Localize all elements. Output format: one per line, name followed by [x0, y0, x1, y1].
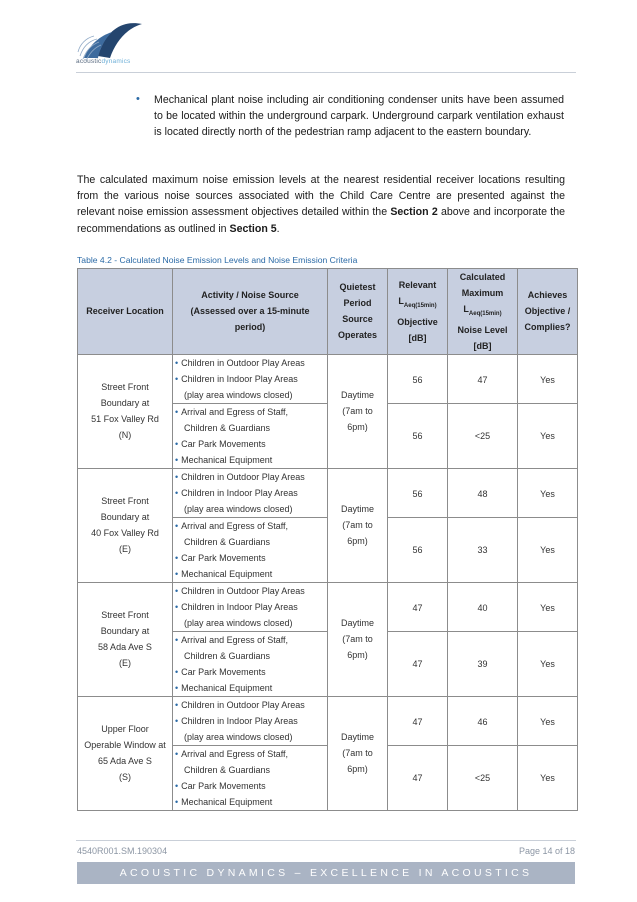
activity-item: [175, 355, 327, 371]
value-ok: Yes: [518, 696, 578, 745]
header-relevant-objective: Relevant $L_{Aeq(15min)}$ Objective [dB]: [388, 269, 448, 355]
cell-line: Daytime: [340, 504, 374, 515]
activity-cell: [173, 696, 328, 745]
value-obj: 56: [388, 468, 448, 517]
activity-label: Mechanical Equipment: [181, 454, 273, 465]
footer-divider: [76, 840, 576, 841]
value-calc: 39: [448, 631, 518, 696]
activity-item: [175, 632, 327, 648]
cell-line: Boundary at: [100, 512, 150, 523]
activity-item: [175, 518, 327, 534]
activity-label: Children in Indoor Play Areas: [181, 715, 298, 726]
bullet-icon: •: [175, 666, 179, 677]
activity-item: [175, 436, 327, 452]
bullet-icon: •: [175, 568, 179, 579]
section-5-ref: Section 5: [229, 222, 277, 235]
bullet-icon: •: [175, 357, 179, 368]
activity-label: Mechanical Equipment: [181, 796, 273, 807]
activity-item: [175, 664, 327, 680]
cell-line: (7am to: [342, 748, 373, 759]
bullet-icon: •: [175, 780, 179, 791]
activity-cell: [173, 354, 328, 403]
bullet-text: Mechanical plant noise including air conditioning condenser units have been assumed to be located within the underground carpark. Underground carpark ventilation exhaust is located directly north of the pedestrian ramp adjacent to the eastern boundary.: [154, 94, 564, 138]
receiver-location: [78, 354, 173, 468]
table-caption: Table 4.2 - Calculated Noise Emission Levels and Noise Emission Criteria: [77, 255, 358, 265]
receiver-location: [78, 696, 173, 810]
cell-line: Boundary at: [100, 398, 150, 409]
cell-line: 6pm): [347, 422, 368, 433]
activity-cell: [173, 468, 328, 517]
activity-item: [175, 713, 327, 729]
activity-label: Children & Guardians: [184, 764, 271, 775]
receiver-location: [78, 468, 173, 582]
activity-cell: [173, 517, 328, 582]
quietest-period: [328, 354, 388, 468]
value-obj: 47: [388, 696, 448, 745]
bullet-icon: •: [175, 699, 179, 710]
bullet-icon: •: [175, 438, 179, 449]
page-number: Page 14 of 18: [518, 846, 575, 856]
value-obj: 47: [388, 582, 448, 631]
cell-line: Daytime: [340, 732, 374, 743]
activity-cell: [173, 745, 328, 810]
value-obj: 56: [388, 354, 448, 403]
bullet-icon: •: [175, 471, 179, 482]
cell-line: 40 Fox Valley Rd: [91, 528, 159, 539]
section-2-ref: Section 2: [390, 206, 438, 219]
cell-line: Daytime: [340, 390, 374, 401]
value-obj: 47: [388, 745, 448, 810]
logo-wordmark: acousticdynamics: [76, 58, 131, 65]
cell-line: Upper Floor: [101, 724, 149, 735]
activity-label: Children & Guardians: [184, 536, 271, 547]
activity-item: [175, 566, 327, 582]
header-calculated-level: Calculated Maximum $L_{Aeq(15min)}$ Noise Level [dB]: [448, 269, 518, 355]
activity-label: Children in Outdoor Play Areas: [181, 699, 305, 710]
value-calc: 47: [448, 354, 518, 403]
activity-item: [175, 794, 327, 810]
table-header-row: [78, 269, 578, 355]
value-obj: 56: [388, 517, 448, 582]
value-calc: 48: [448, 468, 518, 517]
activity-label: Car Park Movements: [181, 438, 266, 449]
bullet-icon: •: [175, 796, 179, 807]
activity-label: (play area windows closed): [184, 731, 293, 742]
activity-label: Car Park Movements: [181, 780, 266, 791]
activity-label: Children in Indoor Play Areas: [181, 373, 298, 384]
activity-label: Children & Guardians: [184, 650, 271, 661]
activity-item: [175, 599, 327, 615]
cell-line: 6pm): [347, 536, 368, 547]
cell-line: Street Front: [101, 610, 149, 621]
value-calc: <25: [448, 403, 518, 468]
cell-line: 58 Ada Ave S: [98, 642, 152, 653]
cell-line: (7am to: [342, 406, 373, 417]
bullet-item: [130, 92, 564, 140]
cell-line: (E): [119, 544, 131, 555]
activity-label: (play area windows closed): [184, 617, 293, 628]
activity-label: Car Park Movements: [181, 666, 266, 677]
document-reference: 4540R001.SM.190304: [77, 846, 168, 856]
value-obj: 56: [388, 403, 448, 468]
activity-item: [175, 583, 327, 599]
value-ok: Yes: [518, 745, 578, 810]
activity-item: [175, 680, 327, 696]
bullet-icon: •: [175, 601, 179, 612]
table-row: [78, 354, 578, 403]
cell-line: Operable Window at: [84, 740, 166, 751]
bullet-icon: •: [175, 487, 179, 498]
quietest-period: [328, 696, 388, 810]
activity-cell: [173, 582, 328, 631]
bullet-icon: •: [175, 682, 179, 693]
activity-label: Arrival and Egress of Staff,: [181, 406, 289, 417]
bullet-icon: •: [175, 373, 179, 384]
table-row: [78, 582, 578, 631]
activity-item: [175, 485, 327, 501]
bullet-icon: •: [175, 748, 179, 759]
bullet-icon: •: [175, 634, 179, 645]
cell-line: 65 Ada Ave S: [98, 756, 152, 767]
activity-label: Mechanical Equipment: [181, 568, 273, 579]
bullet-icon: •: [136, 93, 140, 105]
activity-label: Children in Outdoor Play Areas: [181, 471, 305, 482]
value-ok: Yes: [518, 631, 578, 696]
activity-cell: [173, 631, 328, 696]
value-ok: Yes: [518, 468, 578, 517]
header-quietest-period: Quietest Period Source Operates: [328, 269, 388, 355]
activity-item: [175, 469, 327, 485]
activity-label: Children in Outdoor Play Areas: [181, 585, 305, 596]
cell-line: Street Front: [101, 496, 149, 507]
activity-label: Children in Outdoor Play Areas: [181, 357, 305, 368]
cell-line: (N): [118, 430, 132, 441]
value-obj: 47: [388, 631, 448, 696]
activity-label: Children in Indoor Play Areas: [181, 487, 298, 498]
activity-label: Car Park Movements: [181, 552, 266, 563]
header-achieves: Achieves Objective / Complies?: [518, 269, 578, 355]
activity-label: Mechanical Equipment: [181, 682, 273, 693]
table-row: [78, 468, 578, 517]
cell-line: (S): [119, 772, 131, 783]
value-ok: Yes: [518, 517, 578, 582]
header-activity: Activity / Noise Source (Assessed over a 15-minute period): [173, 269, 328, 355]
activity-label: Children & Guardians: [184, 422, 271, 433]
value-calc: 40: [448, 582, 518, 631]
body-paragraph: The calculated maximum noise emission levels at the nearest residential receiver locations resulting from the various noise sources associated with the Child Care Centre are presented against the relevant noise emission assessment objectives detailed within the Section 2 above and incorporate the recommendations as outlined in Section 5.: [77, 174, 565, 235]
header-divider: [76, 72, 576, 73]
activity-item: [175, 452, 327, 468]
bullet-icon: •: [175, 520, 179, 531]
cell-line: 6pm): [347, 650, 368, 661]
value-calc: 46: [448, 696, 518, 745]
activity-item: [175, 550, 327, 566]
noise-emission-table: [77, 268, 578, 811]
cell-line: Boundary at: [100, 626, 150, 637]
bullet-icon: •: [175, 585, 179, 596]
activity-item: [175, 371, 327, 387]
cell-line: (7am to: [342, 634, 373, 645]
cell-line: Street Front: [101, 382, 149, 393]
quietest-period: [328, 582, 388, 696]
bullet-icon: •: [175, 715, 179, 726]
activity-item: [175, 697, 327, 713]
footer-banner: ACOUSTIC DYNAMICS – EXCELLENCE IN ACOUSTICS: [77, 862, 575, 884]
activity-label: (play area windows closed): [184, 389, 293, 400]
header-receiver: Receiver Location: [78, 269, 173, 355]
activity-label: Arrival and Egress of Staff,: [181, 634, 289, 645]
activity-item: [175, 404, 327, 420]
cell-line: 51 Fox Valley Rd: [91, 414, 159, 425]
value-calc: 33: [448, 517, 518, 582]
cell-line: Daytime: [340, 618, 374, 629]
bullet-icon: •: [175, 406, 179, 417]
bullet-icon: •: [175, 454, 179, 465]
quietest-period: [328, 468, 388, 582]
table-row: [78, 696, 578, 745]
value-ok: Yes: [518, 403, 578, 468]
activity-label: Arrival and Egress of Staff,: [181, 748, 289, 759]
cell-line: 6pm): [347, 764, 368, 775]
receiver-location: [78, 582, 173, 696]
value-ok: Yes: [518, 582, 578, 631]
bullet-icon: •: [175, 552, 179, 563]
activity-cell: [173, 403, 328, 468]
activity-label: (play area windows closed): [184, 503, 293, 514]
cell-line: (E): [119, 658, 131, 669]
value-calc: <25: [448, 745, 518, 810]
value-ok: Yes: [518, 354, 578, 403]
table-body: [78, 354, 578, 810]
activity-label: Children in Indoor Play Areas: [181, 601, 298, 612]
activity-label: Arrival and Egress of Staff,: [181, 520, 289, 531]
cell-line: (7am to: [342, 520, 373, 531]
activity-item: [175, 746, 327, 762]
activity-item: [175, 778, 327, 794]
